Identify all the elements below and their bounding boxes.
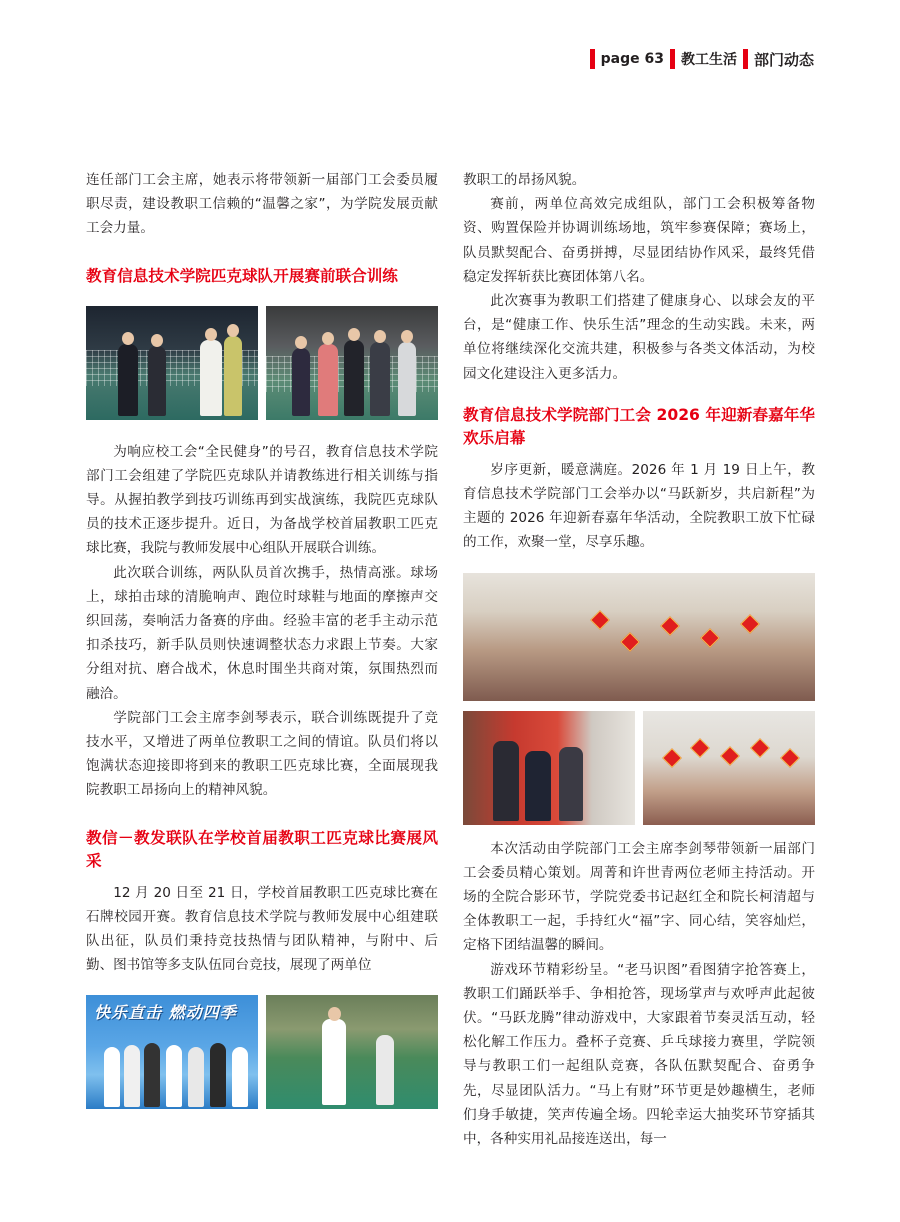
fu-character-decoration — [662, 748, 682, 768]
group-photo — [463, 573, 815, 701]
article3-title: 教育信息技术学院部门工会 2026 年迎新春嘉年华欢乐启幕 — [463, 405, 815, 447]
player-figure — [124, 1045, 140, 1107]
photo-banner-text: 快乐直击 燃动四季 — [94, 1003, 237, 1023]
fu-character-decoration — [740, 614, 760, 634]
player-figure — [104, 1047, 120, 1107]
fu-character-decoration — [700, 628, 720, 648]
player-figure — [166, 1045, 182, 1107]
player-figure — [493, 741, 519, 821]
article3-paragraph: 本次活动由学院部门工会主席李剑琴带领新一届部门工会委员精心策划。周菁和许世青两位老师主持活动。开场的全院合影环节，学院党委书记赵红全和院长柯清超与全体教职工一起，手持红火“福”字、同心结，笑容灿烂，定格下团结温馨的瞬间。 — [463, 840, 815, 954]
article3-paragraph: 游戏环节精彩纷呈。“老马识图”看图猜字抢答赛上，教职工们踊跃举手、争相抢答，现场掌声与欢呼声此起彼伏。“马跃龙腾”律动游戏中，大家跟着节奏灵活互动，轻松化解工作压力。叠杯子竞赛、乒乓球接力赛里，学院领导与教职工们一起组队竞赛，各队伍默契配合、奋勇争先，尽显团队活力。“马上有财”环节更是妙趣横生，老师们身手敏捷，笑声传遍全场。四轮幸运大抽奖环节穿插其中，各种实用礼品接连送出，每一 — [463, 961, 815, 1148]
player-figure — [224, 336, 242, 416]
article2-paragraph: 赛前，两单位高效完成组队，部门工会积极筹备物资、购置保险并协调训练场地，筑牢参赛保障；赛场上，队员默契配合、奋勇拼搏，尽显团结协作风采，最终凭借稳定发挥斩获比赛团体第八名。 — [463, 196, 815, 285]
article1-paragraph: 为响应校工会“全民健身”的号召，教育信息技术学院部门工会组建了学院匹克球队并请教练进行相关训练与指导。从握拍教学到技巧训练再到实战演练，我院匹克球队员的技术正逐步提升。近日，为备战学校首届教职工匹克球比赛，我院与教师发展中心组队开展联合训练。 — [86, 443, 438, 557]
department-name: 部门动态 — [753, 50, 814, 69]
player-figure — [210, 1043, 226, 1107]
player-figure — [398, 342, 416, 416]
player-figure — [370, 342, 390, 416]
fu-character-decoration — [690, 738, 710, 758]
section-name: 教工生活 — [680, 52, 737, 68]
fu-character-decoration — [720, 746, 740, 766]
event-photo-2 — [643, 711, 815, 825]
intro-paragraph: 连任部门工会主席，她表示将带领新一届部门工会委员履职尽责，建设教职工信赖的“温馨之家”，为学院发展贡献工会力量。 — [86, 172, 438, 237]
player-head — [322, 332, 334, 345]
event-photo-row — [463, 711, 815, 825]
header-bar-mark — [590, 49, 595, 69]
fu-character-decoration — [750, 738, 770, 758]
page-number: page 63 — [600, 51, 664, 67]
training-photo-row — [86, 306, 438, 420]
player-figure — [322, 1019, 346, 1105]
player-figure — [318, 344, 338, 416]
match-photo-1 — [86, 995, 258, 1109]
fu-character-decoration — [780, 748, 800, 768]
player-figure — [232, 1047, 248, 1107]
player-figure — [200, 340, 222, 416]
match-photo-row — [86, 995, 438, 1109]
player-head — [348, 328, 360, 341]
player-head — [151, 334, 163, 347]
article1-paragraph: 此次联合训练，两队队员首次携手，热情高涨。球场上，球拍击球的清脆响声、跑位时球鞋与地面的摩擦声交织回荡，奏响活力备赛的序曲。经验丰富的老手主动示范扣杀技巧，新手队员则快速调整状态力求跟上节奏。大家分组对抗、磨合战术，休息时围坐共商对策，氛围热烈而融洽。 — [86, 564, 438, 702]
player-figure — [144, 1043, 160, 1107]
match-photo-2 — [266, 995, 438, 1109]
player-head — [227, 324, 239, 337]
header-bar-mark — [743, 49, 748, 69]
article1-paragraph: 学院部门工会主席李剑琴表示，联合训练既提升了竞技水平，又增进了两单位教职工之间的情谊。队员们将以饱满状态迎接即将到来的教职工匹克球比赛，全面展现我院教职工昂扬向上的精神风貌。 — [86, 709, 438, 799]
player-head — [374, 330, 386, 343]
left-column — [86, 168, 438, 1109]
training-photo-1 — [86, 306, 258, 420]
page-header — [590, 48, 814, 70]
player-head — [401, 330, 413, 343]
event-photo-1 — [463, 711, 635, 825]
player-figure — [188, 1047, 204, 1107]
article3-paragraph: 岁序更新，暖意满庭。2026 年 1 月 19 日上午，教育信息技术学院部门工会举办以“马跃新岁，共启新程”为主题的 2026 年迎新春嘉年华活动，全院教职工放下忙碌的工作，欢聚一堂，尽享乐趣。 — [463, 461, 815, 551]
player-figure — [292, 348, 310, 416]
player-figure — [376, 1035, 394, 1105]
article2-title: 教信－教发联队在学校首届教职工匹克球比赛展风采 — [86, 828, 438, 870]
player-figure — [118, 344, 138, 416]
article2-paragraph: 12 月 20 日至 21 日，学校首届教职工匹克球比赛在石牌校园开赛。教育信息技术学院与教师发展中心组建联队出征，队员们秉持竞技热情与团队精神，与附中、后勤、图书馆等多支队伍同台竞技，展现了两单位 — [86, 884, 438, 974]
player-figure — [148, 346, 166, 416]
training-photo-2 — [266, 306, 438, 420]
right-column — [463, 168, 815, 1151]
fu-character-decoration — [620, 632, 640, 652]
fu-character-decoration — [590, 610, 610, 630]
header-bar-mark — [670, 49, 675, 69]
article1-title: 教育信息技术学院匹克球队开展赛前联合训练 — [86, 266, 398, 285]
player-figure — [525, 751, 551, 821]
player-head — [122, 332, 134, 345]
fu-character-decoration — [660, 616, 680, 636]
player-head — [295, 336, 307, 349]
continued-paragraph: 教职工的昂扬风貌。 — [463, 172, 586, 188]
player-head — [205, 328, 217, 341]
player-figure — [559, 747, 583, 821]
player-figure — [344, 340, 364, 416]
article2-paragraph: 此次赛事为教职工们搭建了健康身心、以球会友的平台，是“健康工作、快乐生活”理念的生动实践。未来，两单位将继续深化交流共建，积极参与各类文体活动，为校园文化建设注入更多活力。 — [463, 293, 815, 382]
